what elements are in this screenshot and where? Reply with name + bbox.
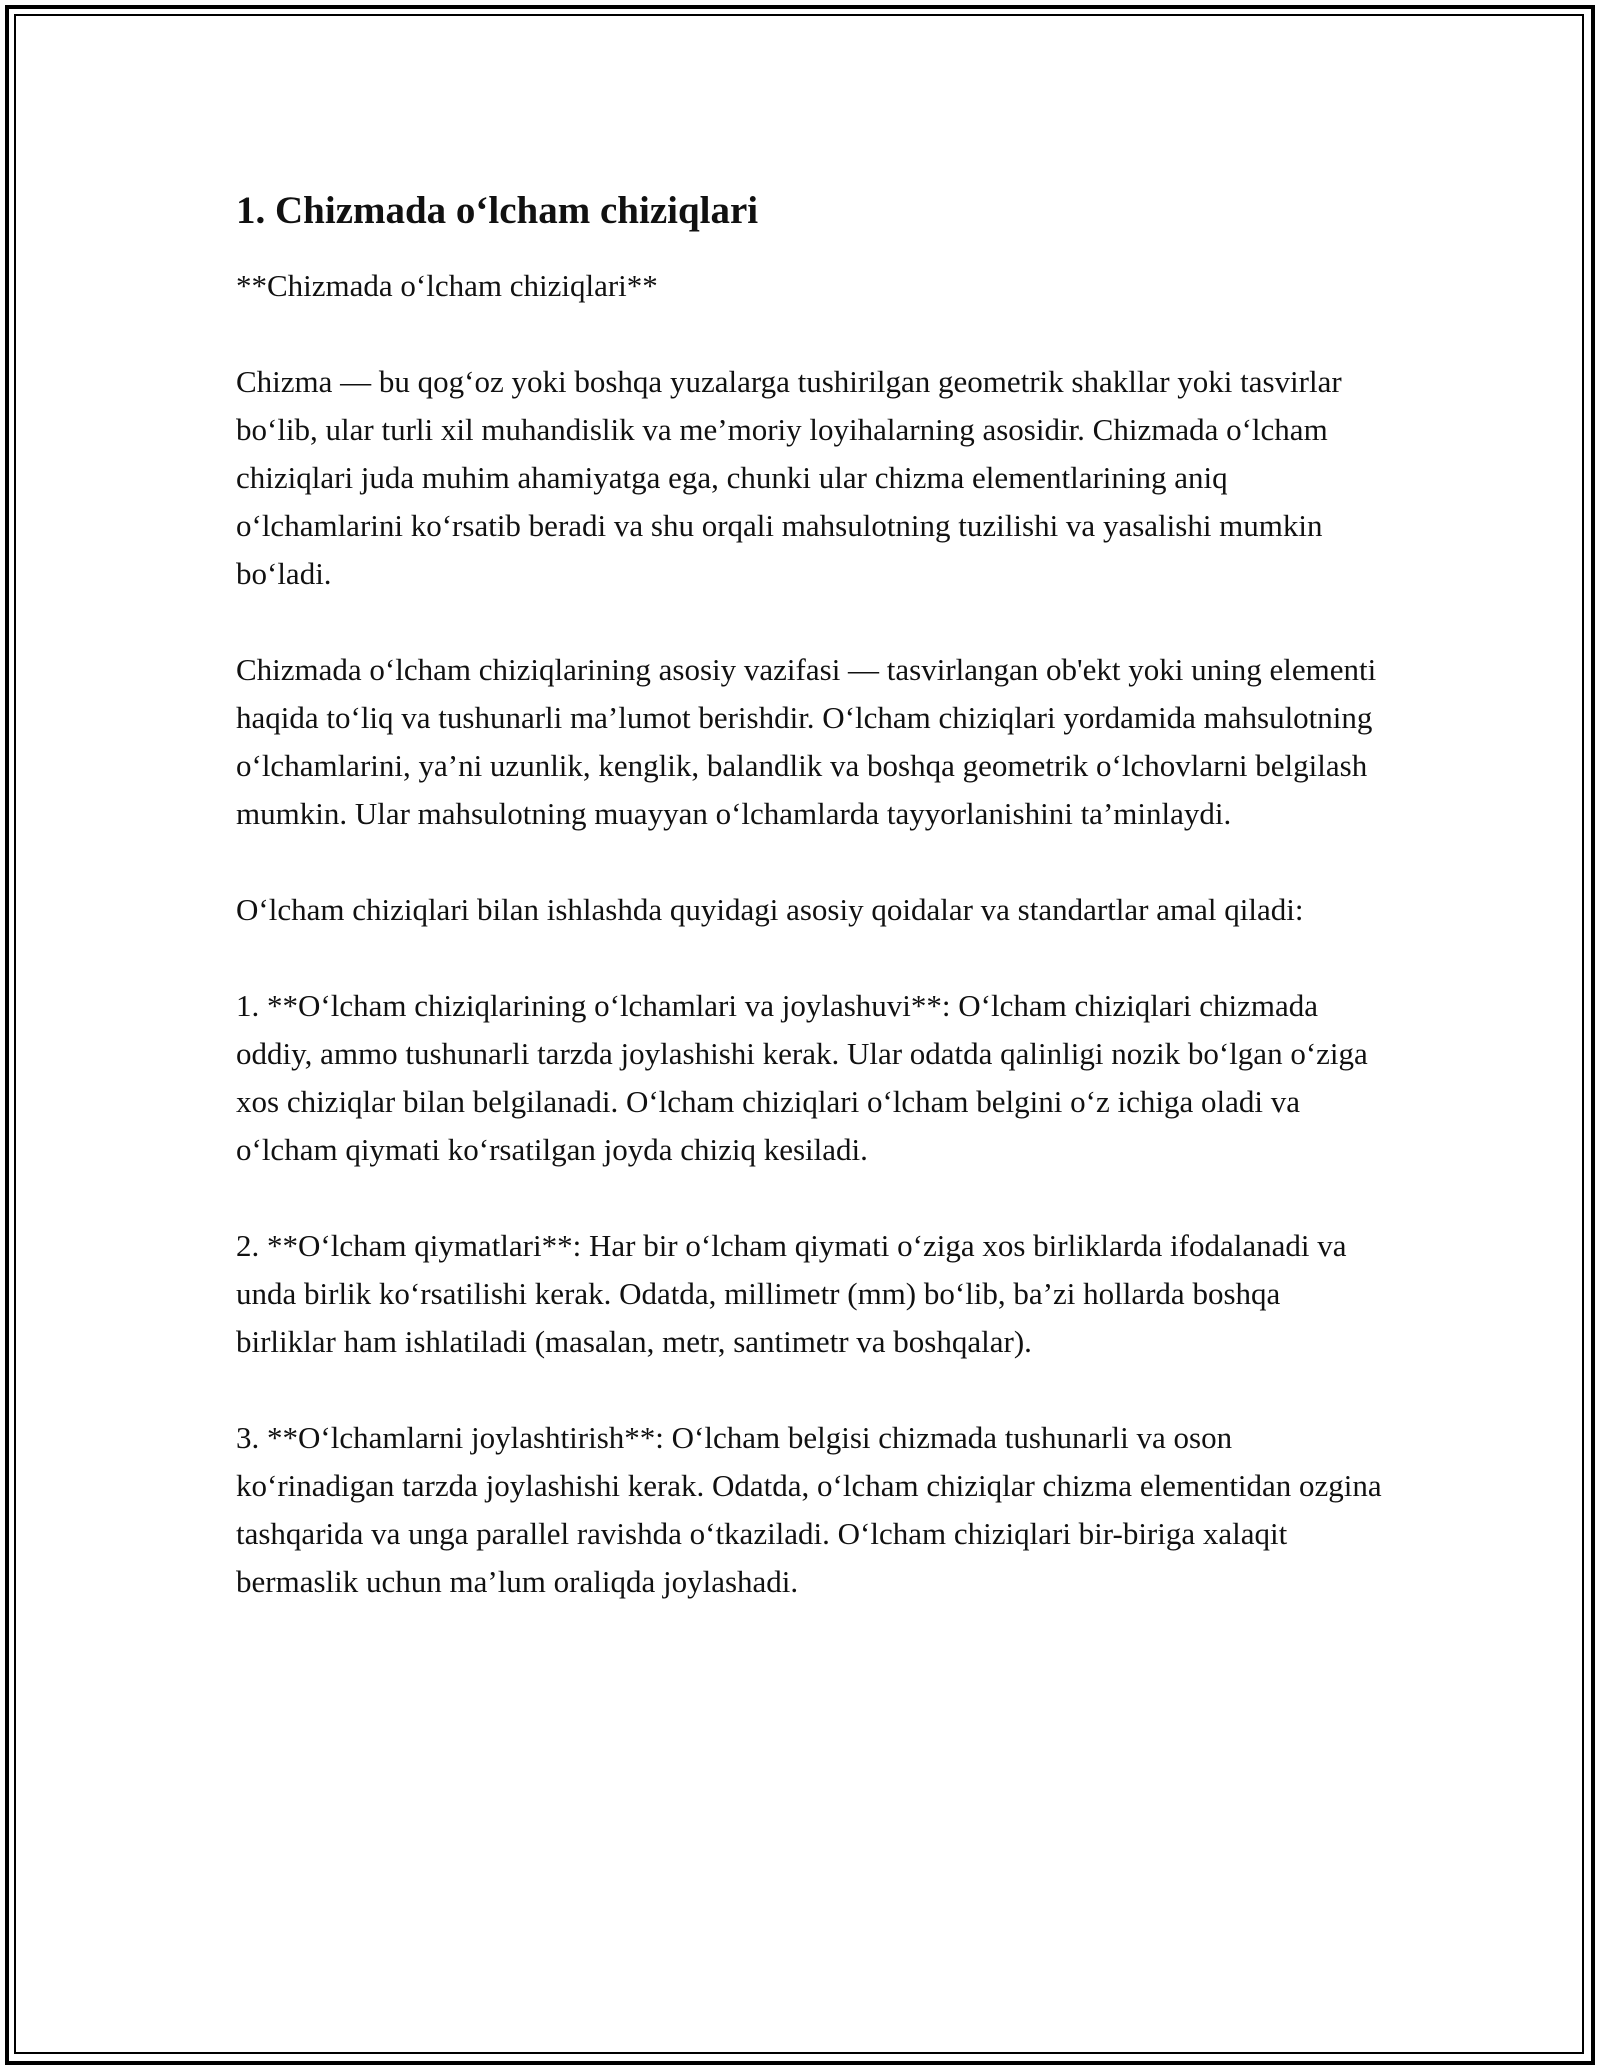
paragraph-rules-intro: O‘lcham chiziqlari bilan ishlashda quyidagi asosiy qoidalar va standartlar amal qiladi: xyxy=(236,892,1304,927)
section-subtitle: **Chizmada o‘lcham chiziqlari** xyxy=(236,268,658,303)
paragraph-purpose: Chizmada o‘lcham chiziqlarining asosiy vazifasi — tasvirlangan ob'ekt yoki uning elementi haqida to‘liq va tushunarli ma’lumot berishdir. O‘lcham chiziqlari yordamida mahsulotning o‘lchamlarini, ya’ni uzunlik, kenglik, balandlik va boshqa geometrik o‘lchovlarni belgilash mumkin. Ular mahsulotning muayyan o‘lchamlarda tayyorlanishini ta’minlaydi. xyxy=(236,652,1377,831)
section-heading: 1. Chizmada o‘lcham chiziqlari xyxy=(236,189,759,232)
list-item-1: 1. **O‘lcham chiziqlarining o‘lchamlari va joylashuvi**: O‘lcham chiziqlari chizmada oddiy, ammo tushunarli tarzda joylashishi kerak. Ular odatda qalinligi nozik bo‘lgan o‘ziga xos chiziqlar bilan belgilanadi. O‘lcham chiziqlari o‘lcham belgini o‘z ichiga oladi va o‘lcham qiymati ko‘rsatilgan joyda chiziq kesiladi. xyxy=(236,988,1368,1167)
paragraph-intro: Chizma — bu qog‘oz yoki boshqa yuzalarga tushirilgan geometrik shakllar yoki tasvirlar bo‘lib, ular turli xil muhandislik va me’moriy loyihalarning asosidir. Chizmada o‘lcham chiziqlari juda muhim ahamiyatga ega, chunki ular chizma elementlarining aniq o‘lchamlarini ko‘rsatib beradi va shu orqali mahsulotning tuzilishi va yasalishi mumkin bo‘ladi. xyxy=(236,364,1342,591)
document-body xyxy=(236,186,1386,1654)
list-item-2: 2. **O‘lcham qiymatlari**: Har bir o‘lcham qiymati o‘ziga xos birliklarda ifodalanadi va unda birlik ko‘rsatilishi kerak. Odatda, millimetr (mm) bo‘lib, ba’zi hollarda boshqa birliklar ham ishlatiladi (masalan, metr, santimetr va boshqalar). xyxy=(236,1228,1347,1359)
list-item-3: 3. **O‘lchamlarni joylashtirish**: O‘lcham belgisi chizmada tushunarli va oson ko‘rinadigan tarzda joylashishi kerak. Odatda, o‘lcham chiziqlar chizma elementidan ozgina tashqarida va unga parallel ravishda o‘tkaziladi. O‘lcham chiziqlari bir-biriga xalaqit bermaslik uchun ma’lum oraliqda joylashadi. xyxy=(236,1420,1382,1599)
